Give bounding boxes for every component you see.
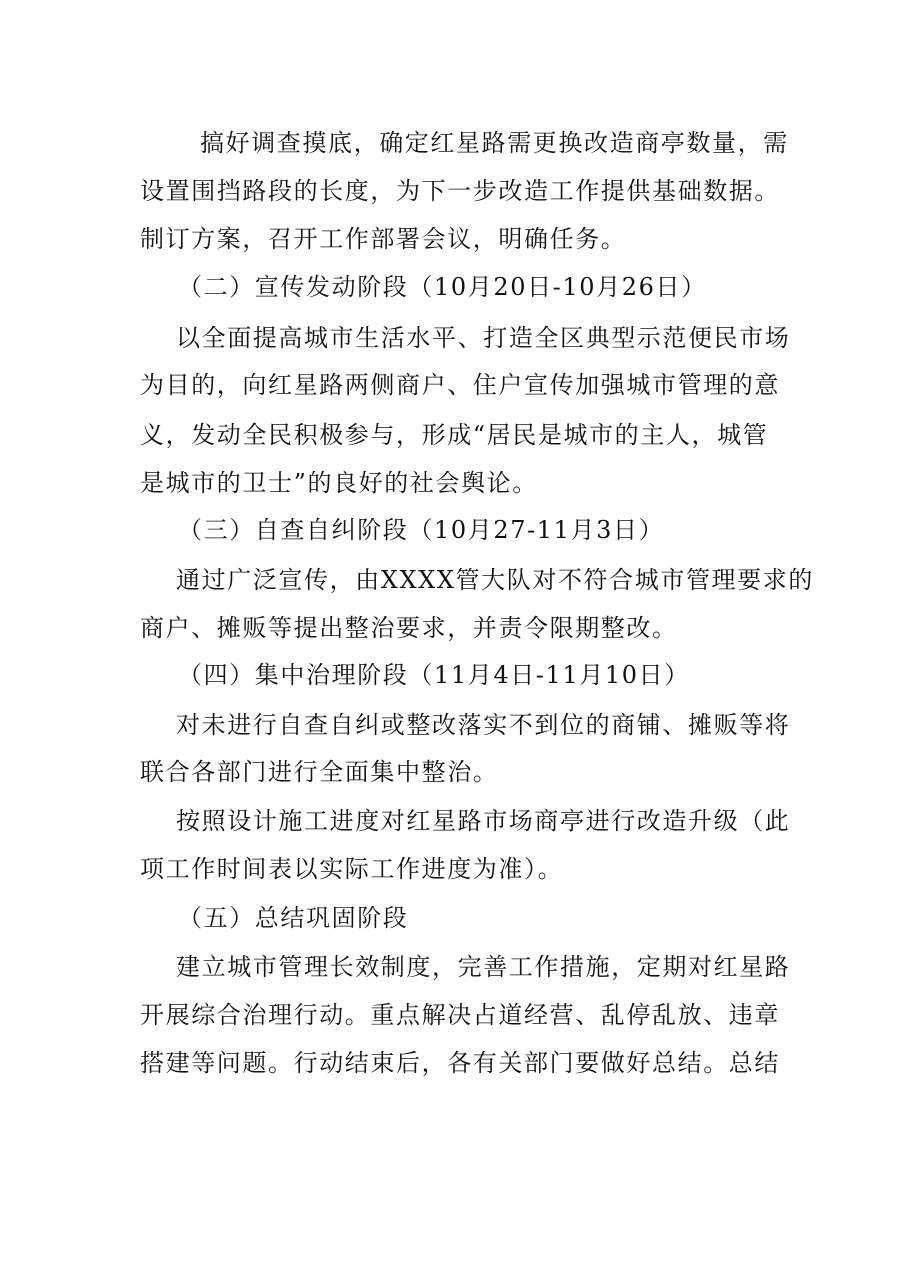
- paragraph-line: 按照设计施工进度对红星路市场商亭进行改造升级（此: [176, 807, 791, 835]
- section-heading: （三）自查自纠阶段（10月27-11月3日）: [178, 516, 665, 544]
- section-heading: （五）总结巩固阶段: [178, 904, 409, 932]
- paragraph-line: 对未进行自查自纠或整改落实不到位的商铺、摊贩等将: [176, 711, 791, 739]
- paragraph-line: 义，发动全民积极参与，形成“居民是城市的主人，城管: [140, 421, 769, 449]
- paragraph-line: 设置围挡路段的长度，为下一步改造工作提供基础数据。: [140, 177, 780, 205]
- paragraph-line: 商户、摊贩等提出整治要求，并责令限期整改。: [140, 614, 678, 642]
- paragraph-line: 是城市的卫士”的良好的社会舆论。: [140, 469, 538, 497]
- paragraph-line: 以全面提高城市生活水平、打造全区典型示范便民市场: [176, 324, 791, 352]
- paragraph-line: 为目的，向红星路两侧商户、住户宣传加强城市管理的意: [140, 371, 780, 399]
- section-heading: （二）宣传发动阶段（10月20日-10月26日）: [178, 273, 707, 301]
- paragraph-line: 搞好调查摸底，确定红星路需更换改造商亭数量，需: [200, 129, 789, 157]
- paragraph-line: 制订方案，召开工作部署会议，明确任务。: [140, 225, 627, 253]
- paragraph-line: 建立城市管理长效制度，完善工作措施，定期对红星路: [176, 953, 791, 981]
- paragraph-line: 搭建等问题。行动结束后，各有关部门要做好总结。总结: [140, 1049, 780, 1077]
- paragraph-line: 开展综合治理行动。重点解决占道经营、乱停乱放、违章: [140, 1001, 780, 1029]
- section-heading: （四）集中治理阶段（11月4日-11月10日）: [178, 661, 690, 689]
- paragraph-line: 联合各部门进行全面集中整治。: [140, 758, 499, 786]
- paragraph-line: 通过广泛宣传，由XXXX管大队对不符合城市管理要求的: [176, 566, 814, 594]
- paragraph-line: 项工作时间表以实际工作进度为准）。: [140, 855, 564, 883]
